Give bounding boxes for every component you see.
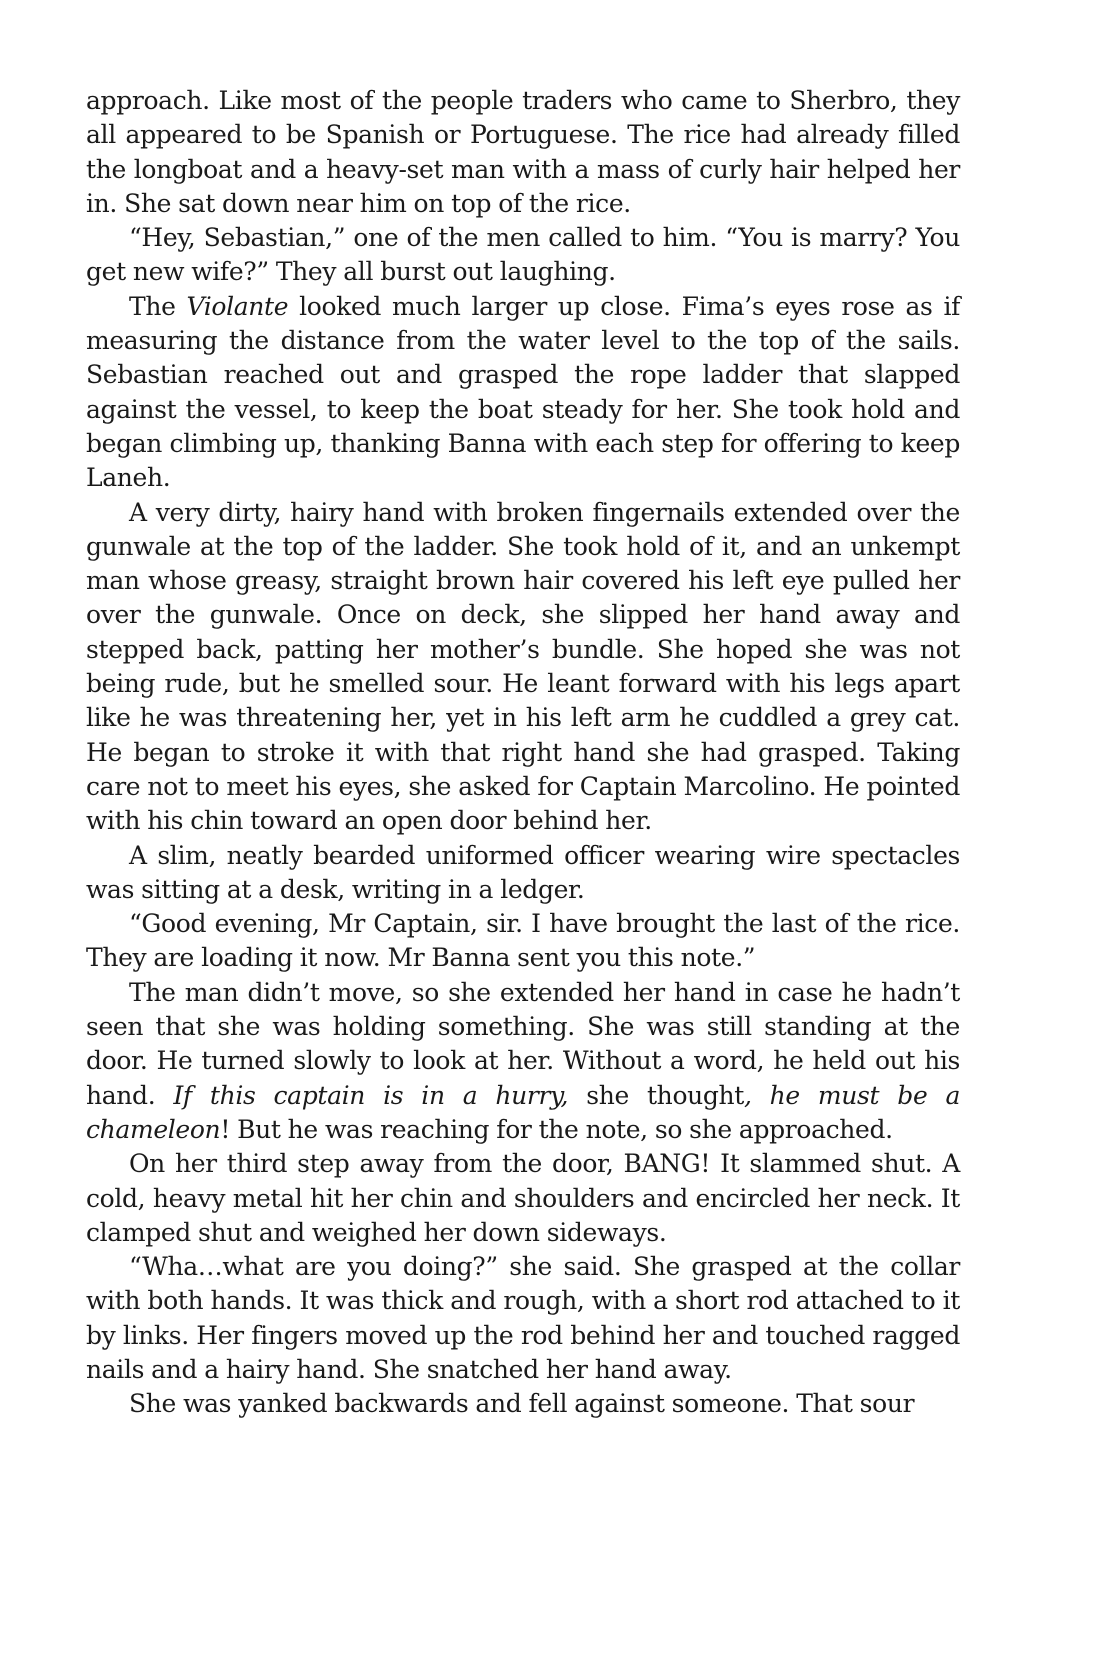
body-text: “Hey, Sebastian,” one of the men called to him. “You is marry? You get new wife?” They all burst out laughing.	[86, 223, 960, 287]
italic-text: If this captain is in a hurry,	[173, 1080, 569, 1110]
paragraph	[86, 290, 960, 496]
paragraph	[86, 496, 960, 839]
paragraph	[86, 839, 960, 908]
body-text: A very dirty, hairy hand with broken fingernails extended over the gunwale at the top of the ladder. She took hold of it, and an unkempt man whose greasy, straight brown hair covered his left eye pulled her over the gunwale. Once on deck, she slipped her hand away and stepped back, patting her mother’s bundle. She hoped she was not being rude, but he smelled sour. He leant forward with his legs apart like he was threatening her, yet in his left arm he cuddled a grey cat. He began to stroke it with that right hand she had grasped. Taking care not to meet his eyes, she asked for Captain Marcolino. He pointed with his chin toward an open door behind her.	[86, 497, 960, 836]
body-text: She was yanked backwards and fell against someone. That sour	[129, 1389, 915, 1419]
body-text: approach. Like most of the people traders who came to Sherbro, they all appeared to be Spanish or Portuguese. The rice had already filled the longboat and a heavy-set man with a mass of curly hair helped her in. She sat down near him on top of the rice.	[86, 86, 960, 218]
paragraph	[86, 907, 960, 976]
italic-text: , he must be a chameleon	[86, 1080, 961, 1144]
body-text: “Wha…what are you doing?” she said. She grasped at the collar with both hands. It was thick and rough, with a short rod attached to it by links. Her fingers moved up the rod behind her and touched ragged nails and a hairy hand. She snatched her hand away.	[86, 1252, 960, 1384]
body-text: “Good evening, Mr Captain, sir. I have brought the last of the rice. They are loading it now. Mr Banna sent you this note.”	[86, 909, 960, 973]
paragraph	[86, 1147, 960, 1250]
book-page	[86, 84, 960, 1422]
paragraph	[86, 84, 960, 221]
body-text: The	[129, 291, 187, 321]
body-text: On her third step away from the door, BANG! It slammed shut. A cold, heavy metal hit her chin and shoulders and encircled her neck. It clamped shut and weighed her down sideways.	[86, 1149, 960, 1247]
paragraph	[86, 1387, 960, 1421]
body-text: looked much larger up close. Fima’s eyes rose as if measuring the distance from the water level to the top of the sails. Sebastian reached out and grasped the rope ladder that slapped against the vessel, to keep the boat steady for her. She took hold and began climbing up, thanking Banna with each step for offering to keep Laneh.	[86, 291, 960, 493]
italic-text: Violante	[186, 291, 289, 321]
paragraph	[86, 1250, 960, 1387]
paragraph	[86, 976, 960, 1147]
body-text: The man didn’t move, so she extended her hand in case he hadn’t seen that she was holding something. She was still standing at the door. He turned slowly to look at her. Without a word, he held out his hand.	[86, 977, 960, 1110]
body-text: ! But he was reaching for the note, so she approached.	[220, 1114, 893, 1144]
paragraph	[86, 221, 960, 290]
body-text: she thought	[568, 1080, 744, 1110]
body-text: A slim, neatly bearded uniformed officer wearing wire spectacles was sitting at a desk, writing in a ledger.	[86, 840, 960, 904]
